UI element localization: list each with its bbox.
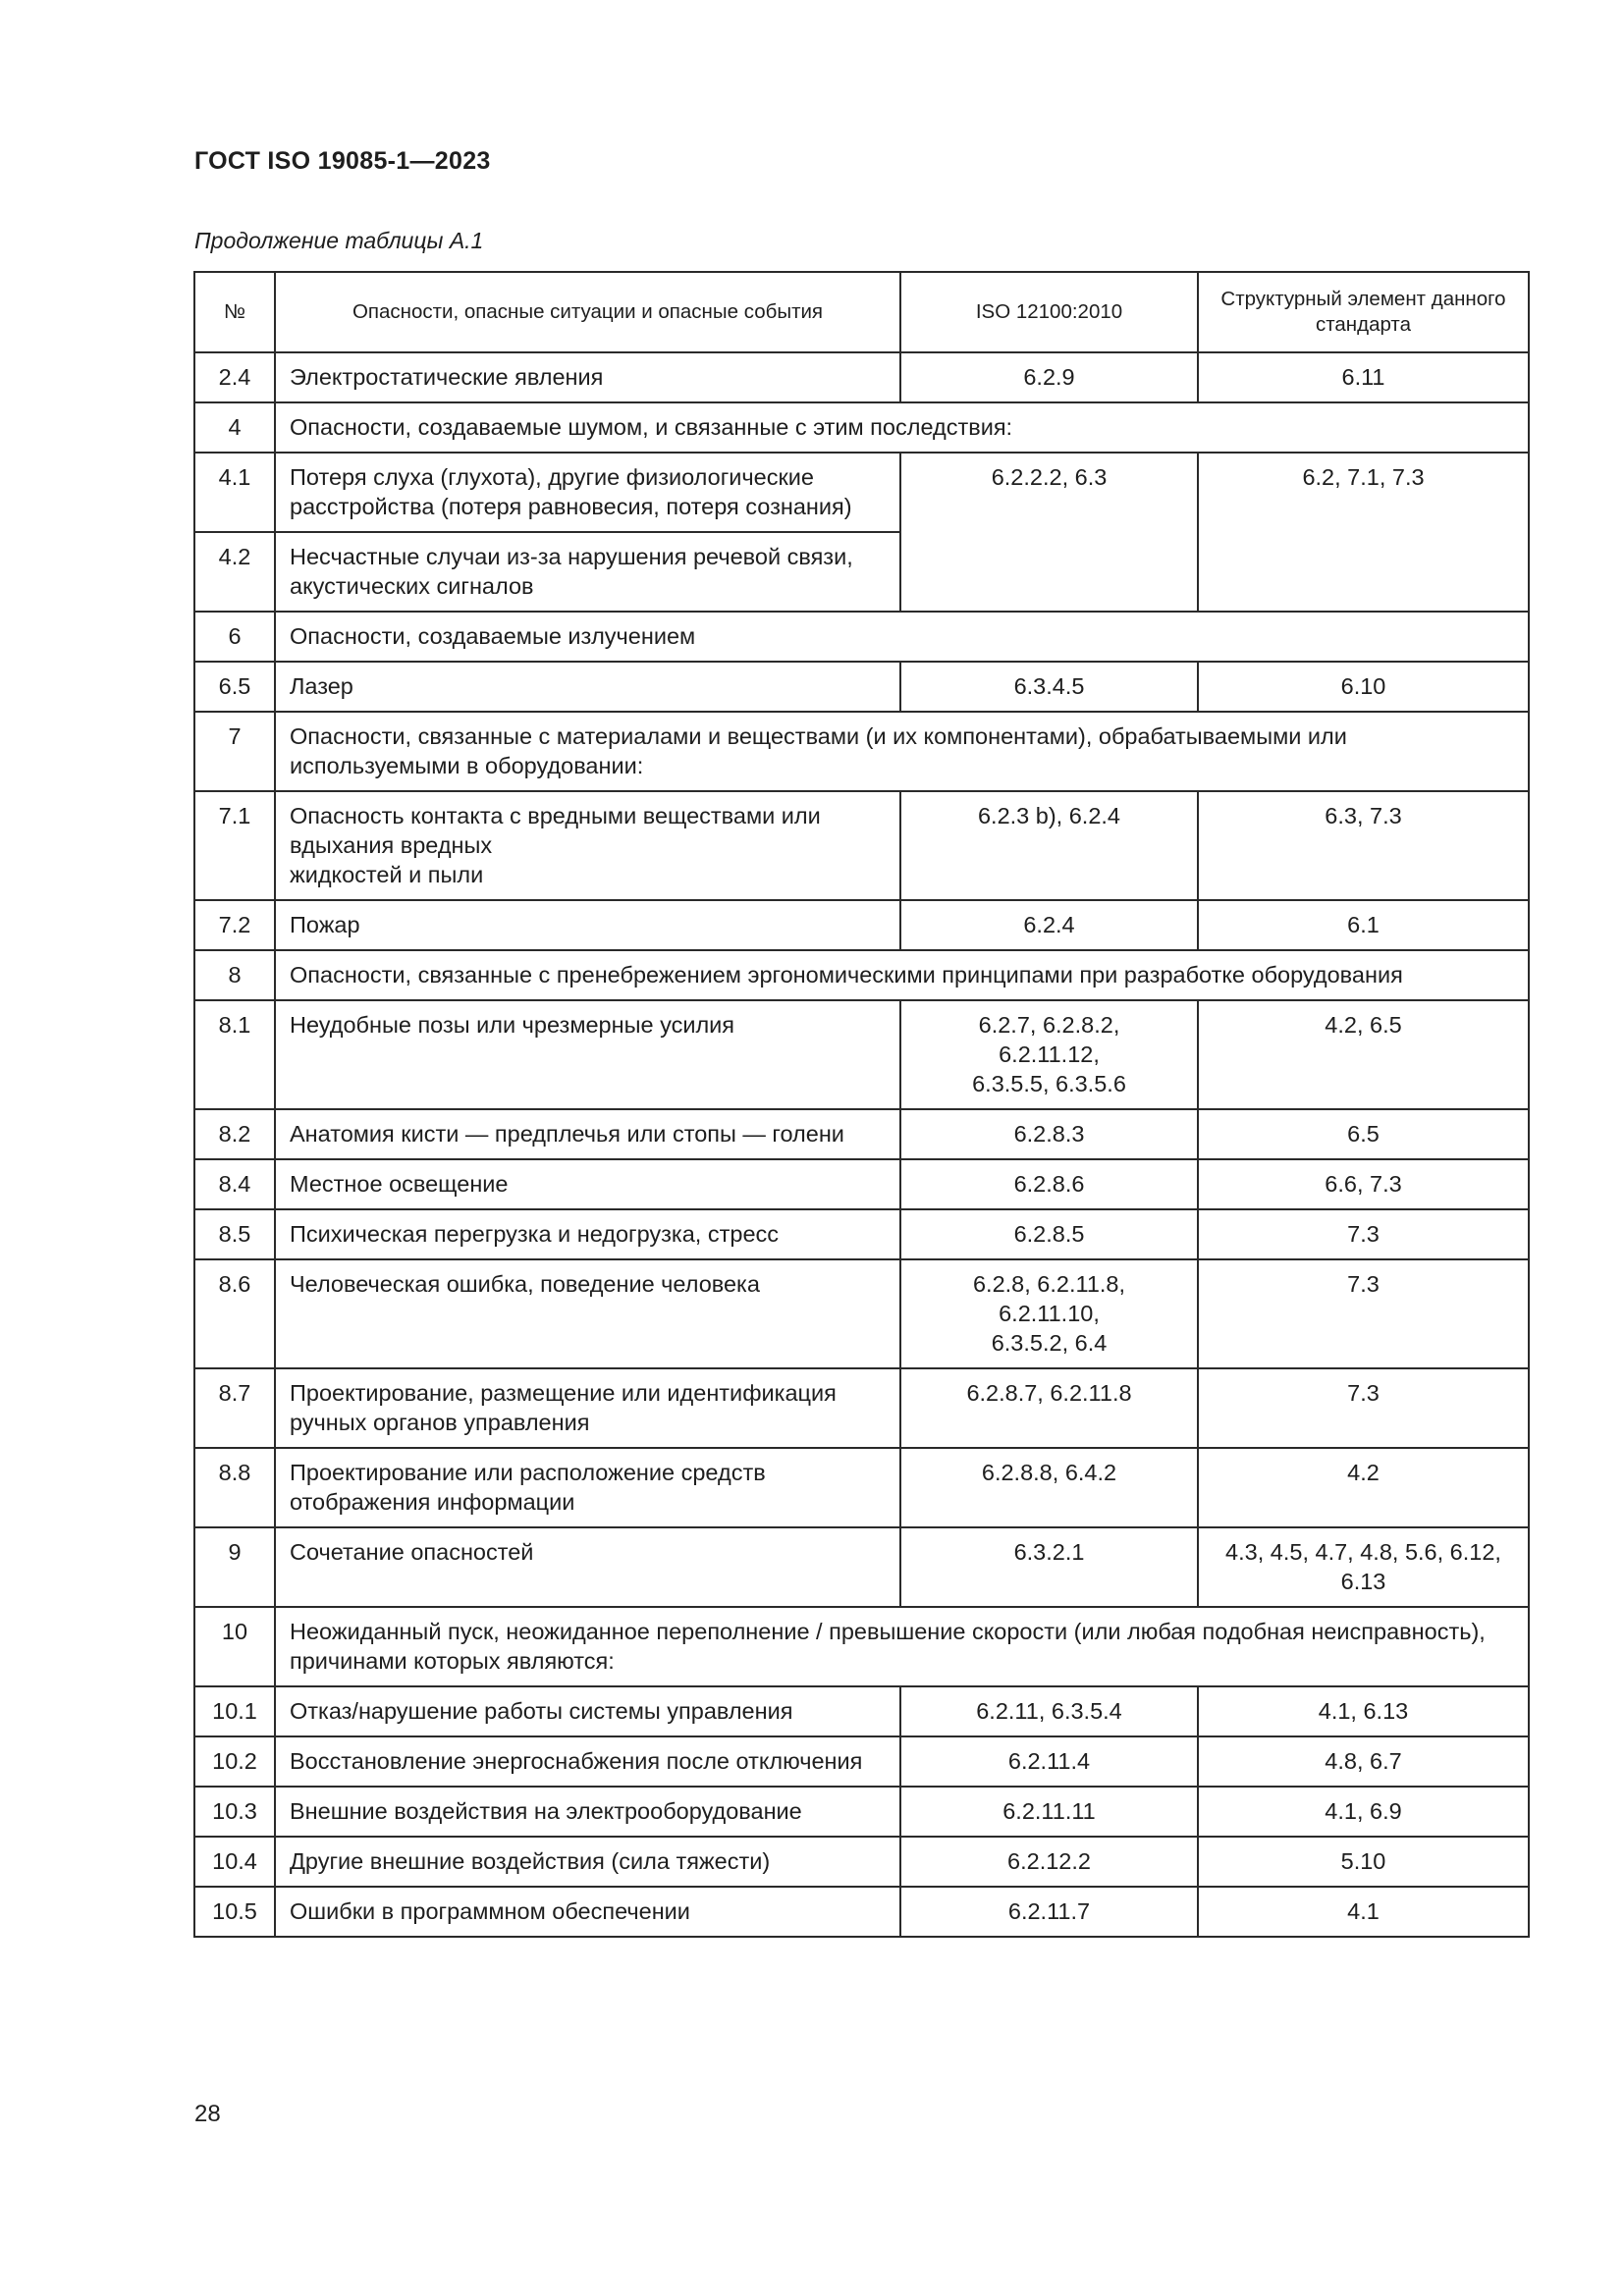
row-iso-ref: 6.2.8.8, 6.4.2	[900, 1448, 1198, 1527]
row-description: Ошибки в программном обеспечении	[275, 1887, 900, 1937]
table-group-row	[194, 402, 1529, 453]
row-description: Проектирование, размещение или идентификация ручных органов управления	[275, 1368, 900, 1448]
row-number: 8.7	[194, 1368, 275, 1448]
row-element-ref: 6.11	[1198, 352, 1529, 402]
table-group-row	[194, 1607, 1529, 1686]
column-header-hazards: Опасности, опасные ситуации и опасные события	[275, 272, 900, 352]
row-element-ref: 6.10	[1198, 662, 1529, 712]
row-element-ref: 6.1	[1198, 900, 1529, 950]
row-element-ref: 4.8, 6.7	[1198, 1736, 1529, 1787]
row-iso-ref: 6.3.2.1	[900, 1527, 1198, 1607]
row-number: 8.5	[194, 1209, 275, 1259]
column-header-number: №	[194, 272, 275, 352]
row-element-ref: 4.1	[1198, 1887, 1529, 1937]
table-row	[194, 1259, 1529, 1368]
row-number: 8.1	[194, 1000, 275, 1109]
row-iso-ref: 6.2.8.6	[900, 1159, 1198, 1209]
table-row	[194, 1527, 1529, 1607]
row-number: 10.2	[194, 1736, 275, 1787]
table-header-row	[194, 272, 1529, 352]
row-number: 7.2	[194, 900, 275, 950]
row-description: Пожар	[275, 900, 900, 950]
row-number: 4	[194, 402, 275, 453]
row-description: Неожиданный пуск, неожиданное переполнение / превышение скорости (или любая подобная неисправность), причинами которых являются:	[275, 1607, 1529, 1686]
document-title: ГОСТ ISO 19085-1—2023	[194, 147, 491, 175]
table-row	[194, 1159, 1529, 1209]
row-description: Неудобные позы или чрезмерные усилия	[275, 1000, 900, 1109]
column-header-iso: ISO 12100:2010	[900, 272, 1198, 352]
table-row	[194, 1109, 1529, 1159]
table-row	[194, 1787, 1529, 1837]
row-number: 8.6	[194, 1259, 275, 1368]
row-description-line: жидкостей и пыли	[290, 862, 484, 887]
iso-ref-line: 6.2.7, 6.2.8.2,	[978, 1012, 1120, 1038]
table-group-row	[194, 612, 1529, 662]
table-row	[194, 1837, 1529, 1887]
table-row	[194, 1887, 1529, 1937]
row-element-ref: 4.1, 6.9	[1198, 1787, 1529, 1837]
row-iso-ref: 6.2.4	[900, 900, 1198, 950]
row-number: 8.8	[194, 1448, 275, 1527]
row-description: Опасности, связанные с пренебрежением эргономическими принципами при разработке оборудования	[275, 950, 1529, 1000]
row-element-ref: 7.3	[1198, 1368, 1529, 1448]
row-number: 7	[194, 712, 275, 791]
table-row	[194, 1448, 1529, 1527]
row-number: 10.5	[194, 1887, 275, 1937]
page-number: 28	[194, 2101, 221, 2127]
row-description: Лазер	[275, 662, 900, 712]
row-number: 2.4	[194, 352, 275, 402]
row-description: Проектирование или расположение средств отображения информации	[275, 1448, 900, 1527]
row-number: 4.1	[194, 453, 275, 532]
row-description: Восстановление энергоснабжения после отключения	[275, 1736, 900, 1787]
row-number: 8	[194, 950, 275, 1000]
row-number: 4.2	[194, 532, 275, 612]
row-description: Опасности, создаваемые шумом, и связанные с этим последствия:	[275, 402, 1529, 453]
table-row	[194, 900, 1529, 950]
table-row	[194, 1000, 1529, 1109]
row-number: 7.1	[194, 791, 275, 900]
row-number: 10	[194, 1607, 275, 1686]
table-row	[194, 662, 1529, 712]
row-element-ref: 7.3	[1198, 1259, 1529, 1368]
iso-ref-line: 6.2.11.12,	[999, 1041, 1100, 1067]
row-number: 8.2	[194, 1109, 275, 1159]
row-iso-ref	[900, 1259, 1198, 1368]
table-caption: Продолжение таблицы А.1	[194, 228, 484, 253]
table-row	[194, 352, 1529, 402]
iso-ref-line: 6.3.5.2, 6.4	[991, 1330, 1108, 1356]
row-description: Местное освещение	[275, 1159, 900, 1209]
iso-ref-line: 6.2.11.10,	[999, 1301, 1100, 1326]
row-iso-ref	[900, 1000, 1198, 1109]
row-iso-ref: 6.2.2.2, 6.3	[900, 453, 1198, 612]
row-number: 8.4	[194, 1159, 275, 1209]
row-number: 9	[194, 1527, 275, 1607]
row-iso-ref: 6.2.8.7, 6.2.11.8	[900, 1368, 1198, 1448]
row-element-ref: 6.3, 7.3	[1198, 791, 1529, 900]
row-description: Опасности, связанные с материалами и веществами (и их компонентами), обрабатываемыми или используемыми в оборудовании:	[275, 712, 1529, 791]
row-iso-ref: 6.2.11.4	[900, 1736, 1198, 1787]
table-row	[194, 1736, 1529, 1787]
hazards-table	[193, 271, 1530, 1938]
iso-ref-line: 6.2.8, 6.2.11.8,	[972, 1271, 1126, 1297]
row-iso-ref: 6.2.11, 6.3.5.4	[900, 1686, 1198, 1736]
table-row	[194, 791, 1529, 900]
row-element-ref: 6.2, 7.1, 7.3	[1198, 453, 1529, 612]
row-number: 10.1	[194, 1686, 275, 1736]
row-description: Другие внешние воздействия (сила тяжести)	[275, 1837, 900, 1887]
row-iso-ref: 6.2.11.11	[900, 1787, 1198, 1837]
row-number: 10.3	[194, 1787, 275, 1837]
row-iso-ref: 6.2.11.7	[900, 1887, 1198, 1937]
row-description: Потеря слуха (глухота), другие физиологические расстройства (потеря равновесия, потеря сознания)	[275, 453, 900, 532]
table-group-row	[194, 950, 1529, 1000]
row-iso-ref: 6.2.3 b), 6.2.4	[900, 791, 1198, 900]
column-header-element: Структурный элемент данного стандарта	[1198, 272, 1529, 352]
row-description: Отказ/нарушение работы системы управления	[275, 1686, 900, 1736]
row-description-line: Опасность контакта с вредными веществами или вдыхания вредных	[290, 803, 821, 858]
row-element-ref: 7.3	[1198, 1209, 1529, 1259]
table-row	[194, 453, 1529, 532]
table-row	[194, 1686, 1529, 1736]
row-description: Анатомия кисти — предплечья или стопы — голени	[275, 1109, 900, 1159]
row-number: 6	[194, 612, 275, 662]
row-description: Сочетание опасностей	[275, 1527, 900, 1607]
row-description: Психическая перегрузка и недогрузка, стресс	[275, 1209, 900, 1259]
row-element-ref: 6.5	[1198, 1109, 1529, 1159]
row-description: Несчастные случаи из-за нарушения речевой связи, акустических сигналов	[275, 532, 900, 612]
row-element-ref: 4.2, 6.5	[1198, 1000, 1529, 1109]
table-row	[194, 1368, 1529, 1448]
row-iso-ref: 6.2.9	[900, 352, 1198, 402]
row-iso-ref: 6.2.8.3	[900, 1109, 1198, 1159]
row-description: Опасности, создаваемые излучением	[275, 612, 1529, 662]
row-number: 6.5	[194, 662, 275, 712]
row-iso-ref: 6.2.12.2	[900, 1837, 1198, 1887]
row-element-ref: 4.2	[1198, 1448, 1529, 1527]
row-element-ref: 4.3, 4.5, 4.7, 4.8, 5.6, 6.12, 6.13	[1198, 1527, 1529, 1607]
row-number: 10.4	[194, 1837, 275, 1887]
row-description: Внешние воздействия на электрооборудование	[275, 1787, 900, 1837]
iso-ref-line: 6.3.5.5, 6.3.5.6	[972, 1071, 1126, 1096]
row-element-ref: 6.6, 7.3	[1198, 1159, 1529, 1209]
row-element-ref: 4.1, 6.13	[1198, 1686, 1529, 1736]
row-element-ref: 5.10	[1198, 1837, 1529, 1887]
row-iso-ref: 6.2.8.5	[900, 1209, 1198, 1259]
row-description	[275, 791, 900, 900]
row-description: Человеческая ошибка, поведение человека	[275, 1259, 900, 1368]
table-row	[194, 1209, 1529, 1259]
row-description: Электростатические явления	[275, 352, 900, 402]
table-group-row	[194, 712, 1529, 791]
row-iso-ref: 6.3.4.5	[900, 662, 1198, 712]
